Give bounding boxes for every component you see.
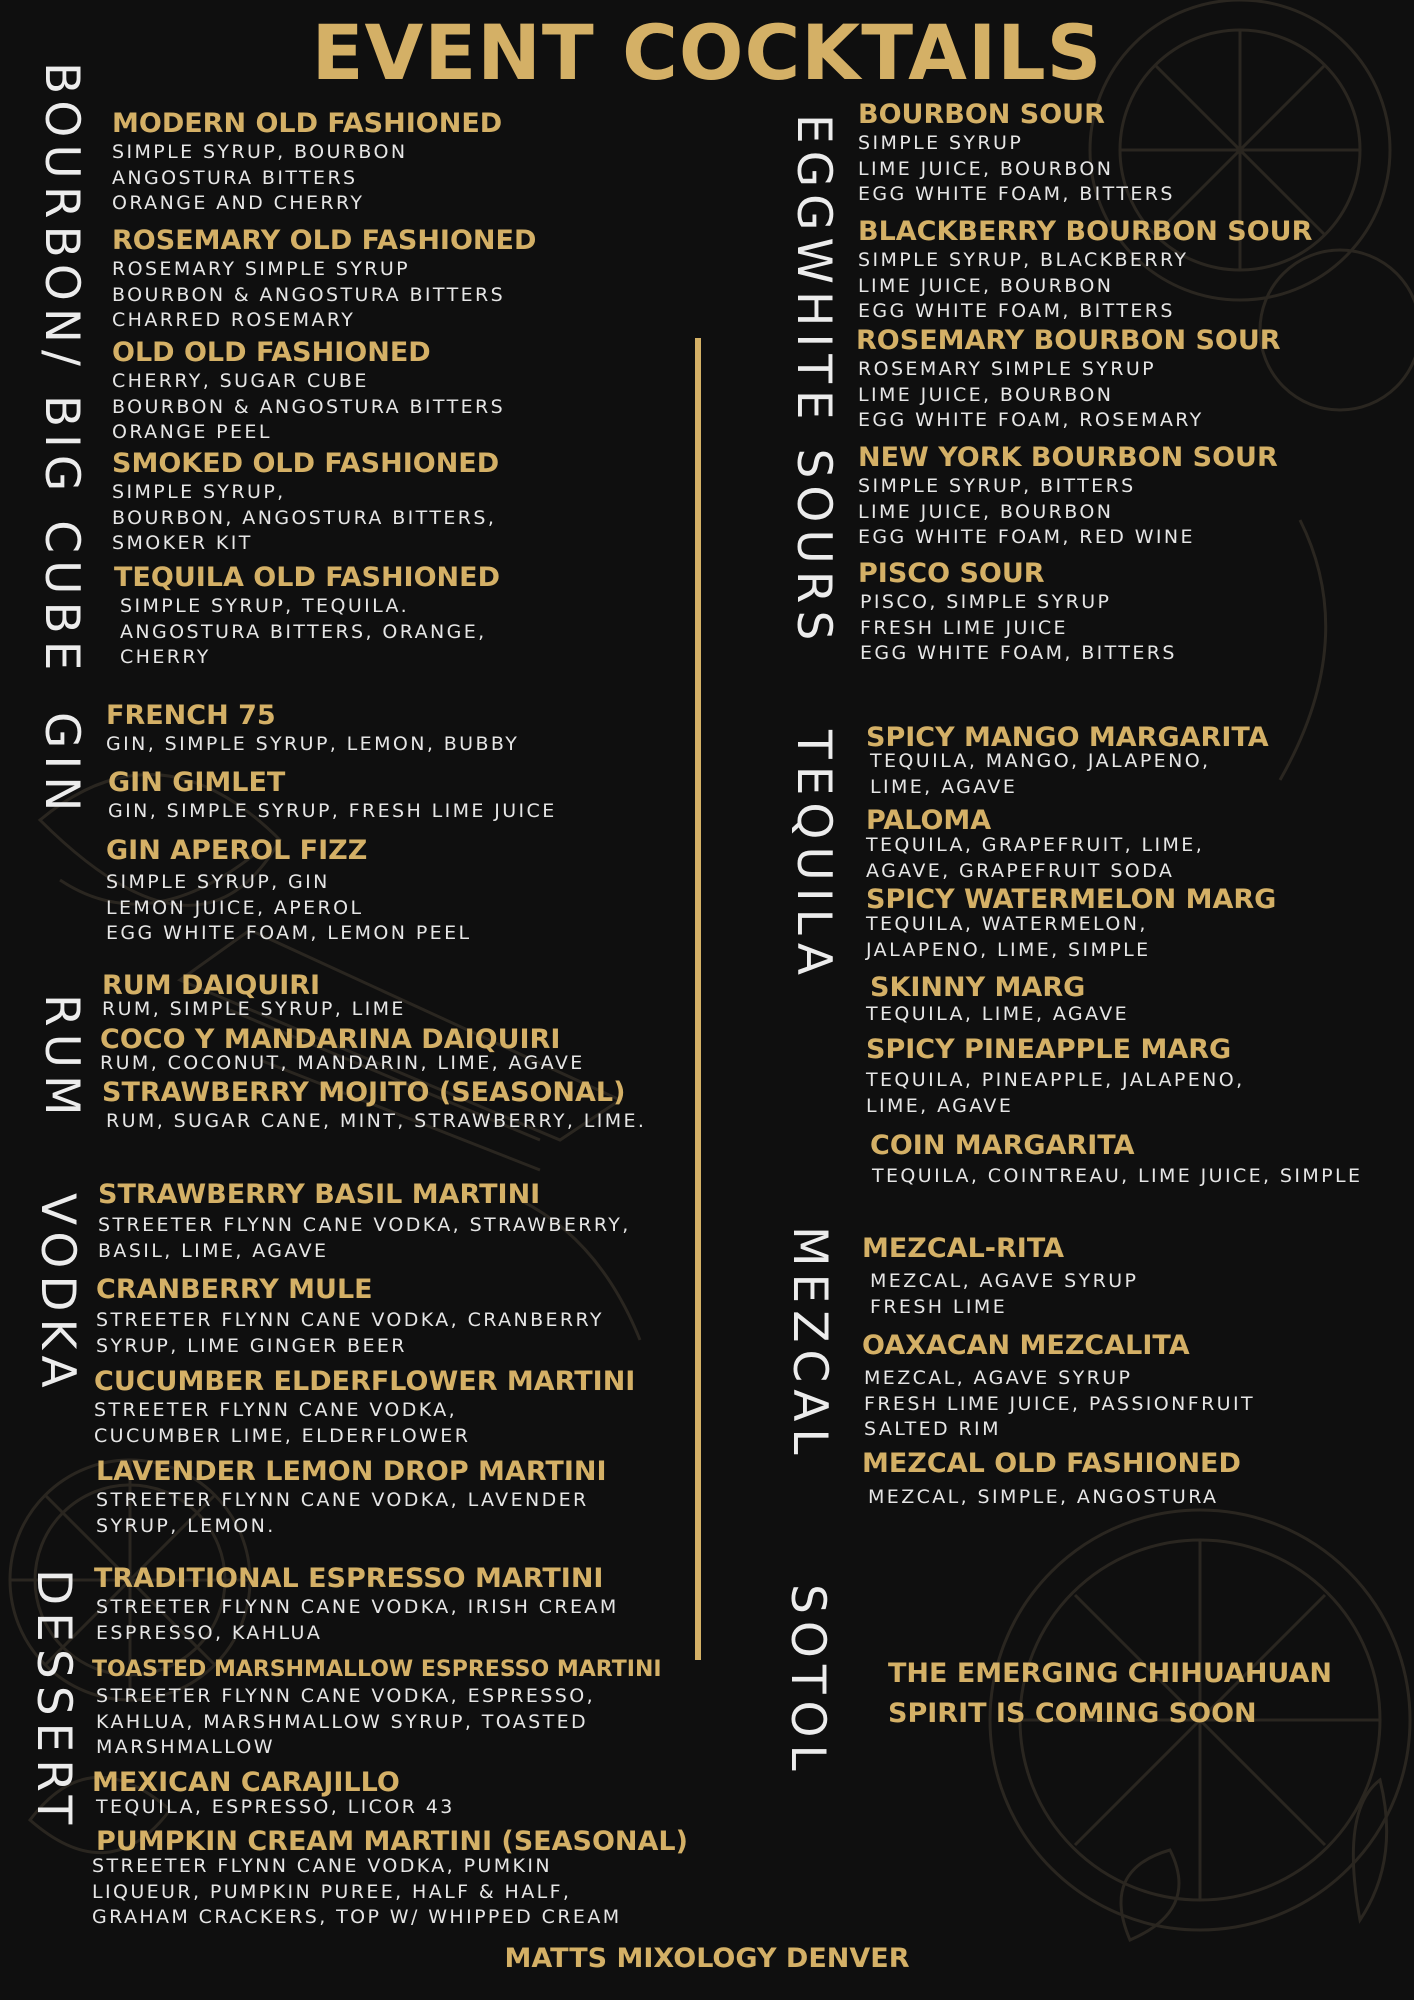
- cocktail-item: [866, 884, 1276, 963]
- cocktail-name: FRENCH 75: [106, 700, 276, 731]
- cocktail-item: [858, 99, 1175, 208]
- cocktail-ingredients: SIMPLE SYRUP, BITTERS LIME JUICE, BOURBON EGG WHITE FOAM, RED WINE: [858, 475, 1195, 548]
- menu-title: EVENT COCKTAILS: [311, 8, 1103, 97]
- category-gin: GIN: [34, 712, 89, 819]
- cocktail-item: [100, 1024, 585, 1077]
- cocktail-ingredients: STREETER FLYNN CANE VODKA, CRANBERRY SYRUP, LIME GINGER BEER: [96, 1309, 604, 1357]
- cocktail-ingredients: GIN, SIMPLE SYRUP, LEMON, BUBBY: [106, 733, 520, 755]
- category-rum: RUM: [34, 994, 89, 1123]
- category-mezcal: MEZCAL: [782, 1226, 837, 1462]
- cocktail-ingredients: TEQUILA, GRAPEFRUIT, LIME, AGAVE, GRAPEFRUIT SODA: [866, 834, 1205, 882]
- cocktail-item: [858, 216, 1312, 325]
- cocktail-ingredients: SIMPLE SYRUP, TEQUILA. ANGOSTURA BITTERS, ORANGE, CHERRY: [120, 595, 487, 668]
- cocktail-item: [92, 1767, 455, 1821]
- cocktail-item: [112, 337, 505, 446]
- cocktail-name: BLACKBERRY BOURBON SOUR: [858, 216, 1313, 247]
- cocktail-item: [94, 1563, 619, 1646]
- cocktail-ingredients: SIMPLE SYRUP, BLACKBERRY LIME JUICE, BOURBON EGG WHITE FOAM, BITTERS: [858, 249, 1189, 322]
- cocktail-name: GIN GIMLET: [108, 767, 286, 798]
- cocktail-ingredients: RUM, SUGAR CANE, MINT, STRAWBERRY, LIME.: [106, 1110, 647, 1132]
- cocktail-item: [862, 1448, 1241, 1511]
- cocktail-name: MODERN OLD FASHIONED: [112, 108, 503, 139]
- cocktail-ingredients: SIMPLE SYRUP, BOURBON, ANGOSTURA BITTERS, SMOKER KIT: [112, 481, 497, 554]
- cocktail-ingredients: RUM, SIMPLE SYRUP, LIME: [102, 998, 406, 1020]
- cocktail-item: [866, 805, 1204, 884]
- cocktail-item: [106, 835, 471, 947]
- cocktail-item: [858, 442, 1278, 551]
- cocktail-name: TRADITIONAL ESPRESSO MARTINI: [94, 1563, 604, 1594]
- cocktail-ingredients: STREETER FLYNN CANE VODKA, STRAWBERRY, BASIL, LIME, AGAVE: [98, 1214, 631, 1262]
- cocktail-item: [92, 1826, 688, 1931]
- sotol-coming-soon-note: THE EMERGING CHIHUAHUAN SPIRIT IS COMING SOON: [888, 1658, 1332, 1729]
- cocktail-name: BOURBON SOUR: [858, 99, 1105, 130]
- cocktail-name: TEQUILA OLD FASHIONED: [114, 562, 500, 593]
- cocktail-item: [866, 1034, 1245, 1119]
- cocktail-name: ROSEMARY BOURBON SOUR: [856, 325, 1281, 356]
- cocktail-name: OLD OLD FASHIONED: [112, 337, 431, 368]
- cocktail-ingredients: CHERRY, SUGAR CUBE BOURBON & ANGOSTURA BITTERS ORANGE PEEL: [112, 370, 506, 443]
- category-vodka: VODKA: [30, 1193, 85, 1395]
- cocktail-ingredients: STREETER FLYNN CANE VODKA, CUCUMBER LIME, ELDERFLOWER: [94, 1399, 471, 1447]
- category-eggwhite-sours: EGGWHITE SOURS: [786, 114, 841, 648]
- cocktail-ingredients: GIN, SIMPLE SYRUP, FRESH LIME JUICE: [108, 800, 557, 822]
- cocktail-name: STRAWBERRY MOJITO (SEASONAL): [102, 1077, 626, 1108]
- cocktail-name: PALOMA: [866, 805, 992, 836]
- cocktail-item: [112, 448, 499, 557]
- cocktail-ingredients: MEZCAL, AGAVE SYRUP FRESH LIME JUICE, PASSIONFRUIT SALTED RIM: [864, 1367, 1255, 1440]
- cocktail-ingredients: TEQUILA, PINEAPPLE, JALAPENO, LIME, AGAVE: [866, 1069, 1245, 1117]
- cocktail-name: GIN APEROL FIZZ: [106, 835, 368, 866]
- cocktail-item: [866, 972, 1130, 1028]
- cocktail-ingredients: TEQUILA, COINTREAU, LIME JUICE, SIMPLE: [872, 1165, 1363, 1187]
- cocktail-name: CUCUMBER ELDERFLOWER MARTINI: [94, 1366, 636, 1397]
- cocktail-ingredients: PISCO, SIMPLE SYRUP FRESH LIME JUICE EGG WHITE FOAM, BITTERS: [860, 591, 1177, 664]
- cocktail-name: PUMPKIN CREAM MARTINI (SEASONAL): [96, 1826, 688, 1857]
- cocktail-item: [870, 1130, 1362, 1190]
- cocktail-item: [106, 700, 519, 758]
- cocktail-item: [102, 970, 406, 1023]
- category-dessert: DESSERT: [26, 1569, 81, 1832]
- cocktail-item: [114, 562, 500, 671]
- cocktail-ingredients: RUM, COCONUT, MANDARIN, LIME, AGAVE: [100, 1052, 585, 1074]
- cocktail-item: [108, 767, 557, 825]
- column-divider: [695, 338, 701, 1660]
- category-bourbon: BOURBON/ BIG CUBE: [34, 62, 89, 678]
- cocktail-name: TOASTED MARSHMALLOW ESPRESSO MARTINI: [92, 1657, 662, 1682]
- cocktail-item: [96, 1456, 607, 1539]
- cocktail-name: MEZCAL OLD FASHIONED: [862, 1448, 1241, 1479]
- cocktail-name: MEZCAL-RITA: [862, 1233, 1065, 1264]
- cocktail-name: STRAWBERRY BASIL MARTINI: [98, 1179, 541, 1210]
- cocktail-name: COCO Y MANDARINA DAIQUIRI: [100, 1024, 561, 1055]
- cocktail-ingredients: ROSEMARY SIMPLE SYRUP LIME JUICE, BOURBON EGG WHITE FOAM, ROSEMARY: [858, 358, 1204, 431]
- cocktail-name: SPICY PINEAPPLE MARG: [866, 1034, 1232, 1065]
- cocktail-ingredients: STREETER FLYNN CANE VODKA, LAVENDER SYRUP, LEMON.: [96, 1489, 589, 1537]
- cocktail-name: SPICY MANGO MARGARITA: [866, 722, 1269, 753]
- cocktail-item: [94, 1366, 635, 1449]
- cocktail-ingredients: TEQUILA, ESPRESSO, LICOR 43: [96, 1796, 455, 1818]
- cocktail-item: [96, 1274, 604, 1359]
- cocktail-ingredients: TEQUILA, LIME, AGAVE: [866, 1003, 1130, 1025]
- cocktail-name: LAVENDER LEMON DROP MARTINI: [96, 1456, 607, 1487]
- cocktail-name: SKINNY MARG: [870, 972, 1086, 1003]
- cocktail-name: SMOKED OLD FASHIONED: [112, 448, 500, 479]
- cocktail-item: [112, 108, 502, 217]
- footer-brand: MATTS MIXOLOGY DENVER: [504, 1943, 910, 1974]
- cocktail-item: [862, 1233, 1138, 1320]
- cocktail-ingredients: STREETER FLYNN CANE VODKA, PUMKIN LIQUEUR, PUMPKIN PUREE, HALF & HALF, GRAHAM CRACKERS, TOP W/ WHIPPED CREAM: [92, 1855, 622, 1928]
- category-sotol: SOTOL: [780, 1584, 835, 1778]
- cocktail-ingredients: STREETER FLYNN CANE VODKA, IRISH CREAM ESPRESSO, KAHLUA: [96, 1596, 619, 1644]
- cocktail-item: [112, 225, 536, 334]
- cocktail-ingredients: TEQUILA, WATERMELON, JALAPENO, LIME, SIMPLE: [866, 913, 1151, 961]
- cocktail-ingredients: ROSEMARY SIMPLE SYRUP BOURBON & ANGOSTURA BITTERS CHARRED ROSEMARY: [112, 258, 506, 331]
- cocktail-name: PISCO SOUR: [858, 558, 1045, 589]
- cocktail-ingredients: STREETER FLYNN CANE VODKA, ESPRESSO, KAHLUA, MARSHMALLOW SYRUP, TOASTED MARSHMALLOW: [96, 1685, 596, 1758]
- cocktail-ingredients: MEZCAL, AGAVE SYRUP FRESH LIME: [870, 1270, 1139, 1318]
- cocktail-name: OAXACAN MEZCALITA: [862, 1330, 1190, 1361]
- cocktail-name: NEW YORK BOURBON SOUR: [858, 442, 1278, 473]
- cocktail-item: [102, 1077, 646, 1135]
- cocktail-name: ROSEMARY OLD FASHIONED: [112, 225, 537, 256]
- cocktail-name: MEXICAN CARAJILLO: [92, 1767, 400, 1798]
- cocktail-ingredients: SIMPLE SYRUP, GIN LEMON JUICE, APEROL EGG WHITE FOAM, LEMON PEEL: [106, 871, 472, 944]
- cocktail-item: [866, 722, 1269, 800]
- cocktail-item: [856, 325, 1281, 434]
- cocktail-ingredients: SIMPLE SYRUP LIME JUICE, BOURBON EGG WHITE FOAM, BITTERS: [858, 132, 1175, 205]
- cocktail-item: [858, 558, 1177, 667]
- cocktail-ingredients: TEQUILA, MANGO, JALAPENO, LIME, AGAVE: [870, 750, 1211, 798]
- category-tequila: TEQUILA: [786, 730, 841, 983]
- cocktail-name: CRANBERRY MULE: [96, 1274, 373, 1305]
- cocktail-item: [92, 1656, 662, 1761]
- cocktail-item: [862, 1330, 1255, 1443]
- cocktail-ingredients: SIMPLE SYRUP, BOURBON ANGOSTURA BITTERS ORANGE AND CHERRY: [112, 141, 408, 214]
- cocktail-name: RUM DAIQUIRI: [102, 970, 321, 1001]
- cocktail-ingredients: MEZCAL, SIMPLE, ANGOSTURA: [868, 1486, 1219, 1508]
- cocktail-item: [98, 1179, 631, 1264]
- cocktail-name: SPICY WATERMELON MARG: [866, 884, 1277, 915]
- cocktail-name: COIN MARGARITA: [870, 1130, 1135, 1161]
